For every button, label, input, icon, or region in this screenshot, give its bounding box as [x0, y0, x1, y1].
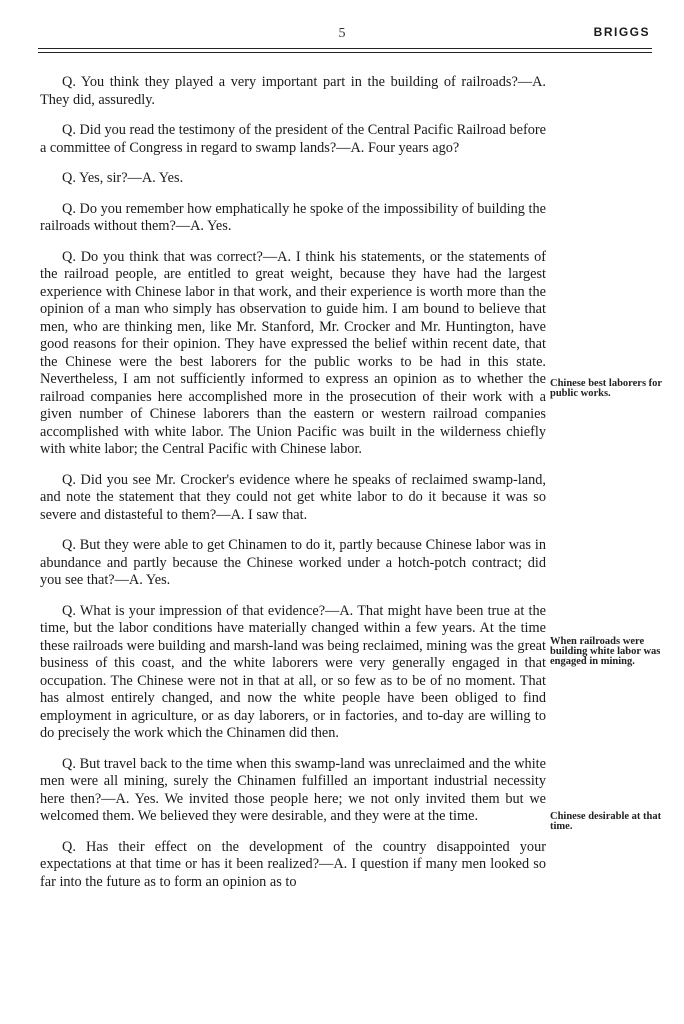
page-number: 5 [338, 26, 346, 41]
paragraph-q2: Q. Did you read the testimony of the president of the Central Pacific Railroad before a committee of Congress in regard to swamp lands?—A. Four years ago? [40, 122, 546, 156]
paragraph-q4: Q. Do you remember how emphatically he spoke of the impossibility of building the railroads without them?—A. Yes. [40, 200, 546, 234]
paragraph-q1: Q. You think they played a very important part in the building of railroads?—A. They did, assuredly. [40, 74, 546, 108]
paragraph-q3: Q. Yes, sir?—A. Yes. [62, 170, 184, 186]
header-rule-thin [38, 52, 652, 53]
margin-note-best-laborers: Chinese best laborers for public works. [550, 378, 662, 399]
paragraph-q8: Q. What is your impression of that evidence?—A. That might have been true at the time, but the labor conditions have materially changed within a few years. At the time these railroads were building and marsh-land was being reclaimed, mining was the great business of this coast, and the white laborers were very generally engaged in that occupation. The Chinese were not in that at all, or so few as to be of no moment. That has almost entirely changed, and now the white people have been obliged to find employment in agriculture, or as day laborers, or in factories, and to-day are willing to do precisely the work which the Chinamen did then. [40, 602, 546, 741]
paragraph-q6: Q. Did you see Mr. Crocker's evidence where he speaks of reclaimed swamp-land, and note the statement that they could not get white labor to do it because it was so severe and distasteful to them?—A. I saw that. [40, 471, 546, 523]
running-head: BRIGGS [593, 25, 650, 39]
testimony-body [40, 74, 546, 904]
page-header [0, 0, 684, 56]
paragraph-q9: Q. But travel back to the time when this swamp-land was unreclaimed and the white men were all mining, surely the Chinamen fulfilled an important industrial necessity here then?—A. Yes. We invited those people here; we not only invited them but we welcomed them. We believed they were desirable, and they were at the time. [40, 755, 546, 824]
paragraph-q7: Q. But they were able to get Chinamen to do it, partly because Chinese labor was in abundance and partly because the Chinese worked under a hotch-potch contract; did you see that?—A. Yes. [40, 537, 546, 588]
margin-note-chinese-desirable: Chinese desirable at that time. [550, 811, 662, 832]
paragraph-q10: Q. Has their effect on the development of the country disappointed your expectations at that time or has it been realized?—A. I question if many men looked so far into the future as to form an opinion as to [40, 838, 546, 890]
paragraph-q5: Q. Do you think that was correct?—A. I think his statements, or the statements of the railroad people, are entitled to great weight, because they have had the largest experience with Chinese labor in that work, and their experience is worth more than the opinion of a man who simply has observation to guide him. I am bound to believe that men, who are thinking men, like Mr. Stanford, Mr. Crocker and Mr. Huntington, have good reasons for their opinion. They have expressed the belief within recent date, that the Chinese were the best laborers for the public works to be had in this state. Nevertheless, I am not sufficiently informed to express an opinion as to whether the railroad companies here accomplished more in the prosecution of their work with a given number of Chinese laborers than the eastern or western railroad companies accomplished with white labor. The Union Pacific was built in the wilderness chiefly with white labor; the Central Pacific with Chinese labor. [40, 248, 546, 457]
margin-note-railroads-white-labor: When railroads were building white labor was engaged in mining. [550, 636, 661, 667]
header-rule-thick [38, 48, 652, 49]
